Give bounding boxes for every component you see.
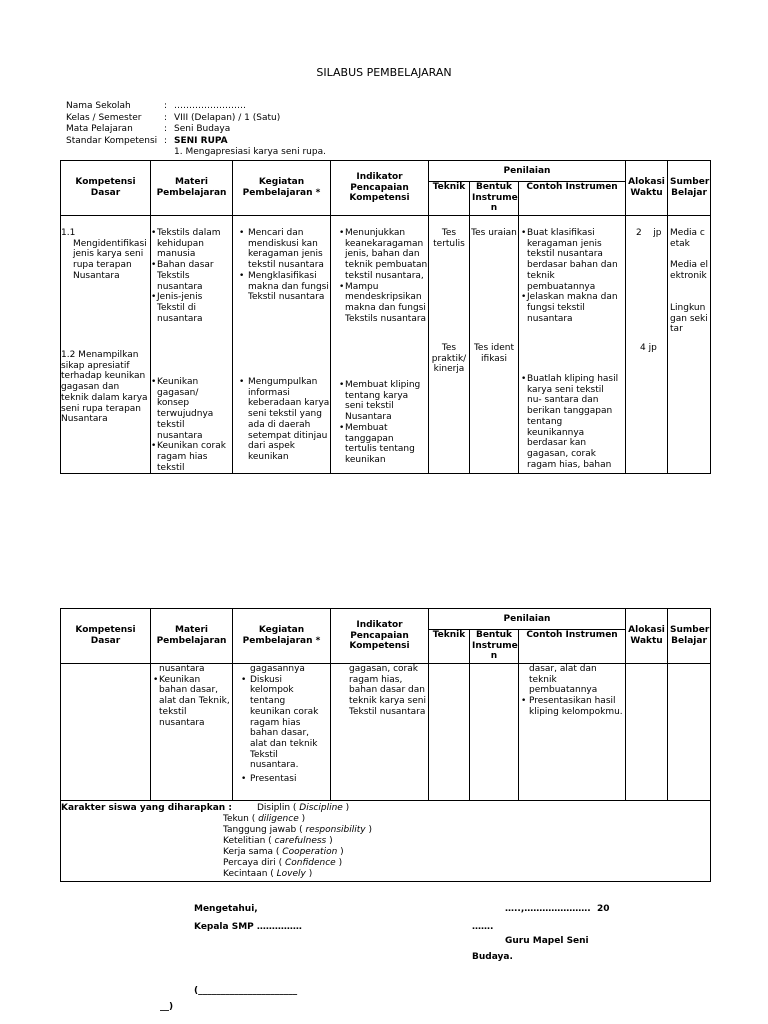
kompetensi-cell — [61, 664, 151, 801]
teknik-cell — [429, 664, 470, 801]
sumber-1: Media cetak — [670, 228, 705, 249]
signature-name-open: (______________________ — [194, 986, 298, 996]
indikator-list-1 — [331, 228, 428, 324]
indikator-cell — [331, 664, 429, 801]
signature-date-cont: ……. — [472, 922, 494, 932]
karakter-en: responsibility — [305, 824, 366, 835]
document-info — [66, 101, 326, 159]
syllabus-table-2 — [60, 608, 711, 882]
list-item: • Tekstils dalam kehidupan manusia — [151, 228, 232, 260]
info-separator: : — [164, 112, 168, 123]
list-item: • Mampu mendeskripsikan makna dan fungsi Tekstils nusantara — [339, 282, 428, 325]
bentuk-2: Tes identifikasi — [473, 343, 515, 364]
sumber-2: Media elektronik — [670, 260, 708, 281]
info-row-standard — [66, 136, 326, 148]
header-alokasi: Alokasi Waktu — [626, 161, 668, 216]
header-contoh: Contoh Instrumen — [519, 182, 626, 216]
karakter-item: Kerja sama ( Cooperation ) — [223, 846, 344, 857]
header-sumber: Sumber Belajar — [668, 161, 711, 216]
info-label: Nama Sekolah — [66, 101, 131, 111]
karakter-id: Tanggung jawab — [223, 824, 297, 835]
karakter-id: Tekun — [223, 814, 249, 824]
list-item: • Menunjukkan keanekaragaman jenis, bahan dan teknik pembuatan tekstil nusantara, — [339, 228, 428, 282]
alokasi-1: 2 jp — [636, 228, 662, 238]
karakter-item: Percaya diri ( Confidence ) — [223, 857, 343, 868]
list-item: • Keunikan gagasan/ konsep terwujudnya tekstil nusantara — [151, 377, 232, 441]
materi-continued: nusantara — [159, 664, 205, 674]
header-penilaian: Penilaian — [429, 609, 626, 630]
contoh-list-1 — [519, 228, 625, 324]
indikator-list-2 — [331, 380, 428, 466]
list-item: • Diskusi kelompok tentang keunikan corak ragam hias bahan dasar, alat dan teknik Tekstil nusantara. — [239, 675, 328, 771]
list-item: • Presentasi — [239, 774, 328, 785]
standard-item: 1. Mengapresiasi karya seni rupa. — [174, 147, 326, 158]
alokasi-2: 4 jp — [640, 343, 657, 353]
header-bentuk: Bentuk Instrume n — [470, 630, 519, 664]
materi-list-1 — [151, 228, 232, 324]
syllabus-table-1 — [60, 160, 711, 474]
kegiatan-list — [235, 675, 328, 785]
karakter-item: Tanggung jawab ( responsibility ) — [223, 824, 372, 835]
header-teknik: Teknik — [429, 182, 470, 216]
header-teknik: Teknik — [429, 630, 470, 664]
list-item: • Keunikan corak ragam hias tekstil — [151, 441, 232, 473]
info-value: …………………… — [174, 101, 246, 111]
signature-date: …..,…………………. 20 — [505, 904, 610, 914]
signature-mengetahui: Mengetahui, — [194, 904, 258, 914]
header-sumber: Sumber Belajar — [668, 609, 711, 664]
info-label: Standar Kompetensi — [66, 135, 158, 146]
indikator-continued: gagasan, corak ragam hias, bahan dasar dan teknik karya seni Tekstil nusantara — [349, 664, 426, 717]
info-row-school — [66, 101, 326, 113]
alokasi-cell — [626, 216, 668, 474]
contoh-continued: dasar, alat dan teknik pembuatannya — [529, 664, 598, 696]
list-item: • Jelaskan makna dan fungsi tekstil nusantara — [521, 292, 621, 324]
bentuk-cell — [470, 216, 519, 474]
info-value: Seni Budaya — [174, 124, 231, 135]
karakter-list — [223, 814, 372, 879]
materi-cell — [151, 216, 233, 474]
karakter-id: Kerja sama — [223, 846, 274, 857]
list-item: • Mengklasifikasi makna dan fungsi Tekstil nusantara — [237, 271, 330, 303]
teknik-2: Tes praktik/ kinerja — [431, 343, 467, 375]
list-item: • Presentasikan hasil kliping kelompokmu. — [521, 696, 623, 717]
contoh-list-2 — [519, 374, 625, 470]
info-row-subject — [66, 124, 326, 136]
contoh-cell — [519, 664, 626, 801]
karakter-id: Disiplin — [257, 803, 291, 813]
list-item: • Membuat kliping tentang karya seni tekstil Nusantara — [339, 380, 428, 423]
info-row-class — [66, 113, 326, 125]
info-value: SENI RUPA — [174, 135, 228, 146]
signature-kepala: Kepala SMP …………… — [194, 922, 302, 932]
sumber-3: Lingkungan sekitar — [670, 303, 708, 335]
header-alokasi: Alokasi Waktu — [626, 609, 668, 664]
header-indikator: Indikator Pencapaian Kompetensi — [331, 161, 429, 216]
page-title: SILABUS PEMBELAJARAN — [316, 66, 452, 79]
signature-guru-cont: Budaya. — [472, 952, 513, 962]
kd-1-2: 1.2 Menampilkan sikap apresiatif terhadap keunikan gagasan dan teknik dalam karya seni rupa terapan Nusantara — [61, 350, 148, 425]
materi-list — [153, 675, 230, 729]
header-kompetensi: Kompetensi Dasar — [61, 161, 151, 216]
karakter-cell — [61, 801, 711, 882]
kegiatan-continued: gagasannya — [250, 664, 305, 674]
list-item: • Keunikan bahan dasar, alat dan Teknik, tekstil nusantara — [153, 675, 230, 729]
info-label: Mata Pelajaran — [66, 124, 133, 135]
teknik-cell — [429, 216, 470, 474]
contoh-list — [521, 696, 623, 717]
info-separator: : — [164, 101, 168, 111]
karakter-item: Kecintaan ( Lovely ) — [223, 868, 313, 879]
kd-1-1: 1.1 Mengidentifikasi jenis karya seni rupa terapan Nusantara — [61, 228, 147, 281]
karakter-en: Discipline — [299, 803, 343, 813]
sumber-cell — [668, 664, 711, 801]
bentuk-1: Tes uraian — [471, 228, 517, 238]
karakter-en: carefulness — [274, 835, 327, 846]
signature-guru: Guru Mapel Seni — [505, 936, 589, 946]
alokasi-cell — [626, 664, 668, 801]
karakter-en: Confidence — [284, 857, 336, 868]
teknik-1: Tes tertulis — [433, 228, 465, 249]
materi-cell — [151, 664, 233, 801]
info-separator: : — [164, 135, 168, 146]
header-materi: Materi Pembelajaran — [151, 161, 233, 216]
karakter-label: Karakter siswa yang diharapkan : — [61, 803, 232, 813]
karakter-en: Cooperation — [282, 846, 338, 857]
list-item: • Bahan dasar Tekstils nusantara — [151, 260, 232, 292]
karakter-item: Disiplin ( Discipline ) — [257, 803, 350, 813]
kegiatan-list-2 — [233, 377, 330, 463]
list-item: • Jenis-jenis Tekstil di nusantara — [151, 292, 232, 324]
info-row-standard-item — [66, 147, 326, 159]
header-kegiatan: Kegiatan Pembelajaran * — [233, 161, 331, 216]
karakter-id: Percaya diri — [223, 857, 276, 868]
sumber-cell — [668, 216, 711, 474]
list-item: • Membuat tanggapan tertulis tentang keunikan — [339, 423, 428, 466]
header-bentuk: Bentuk Instrume n — [470, 182, 519, 216]
materi-list-2 — [151, 377, 232, 473]
header-contoh: Contoh Instrumen — [519, 630, 626, 664]
info-label: Kelas / Semester — [66, 112, 142, 123]
info-separator: : — [164, 124, 168, 135]
header-kompetensi: Kompetensi Dasar — [61, 609, 151, 664]
karakter-en: Lovely — [276, 868, 306, 879]
indikator-cell — [331, 216, 429, 474]
header-materi: Materi Pembelajaran — [151, 609, 233, 664]
kegiatan-cell — [233, 216, 331, 474]
kegiatan-list-1 — [233, 228, 330, 303]
list-item: • Mengumpulkan informasi keberadaan karya seni tekstil yang ada di daerah setempat ditinjau dari aspek keunikan — [237, 377, 330, 463]
header-penilaian: Penilaian — [429, 161, 626, 182]
info-value: VIII (Delapan) / 1 (Satu) — [174, 112, 281, 123]
kegiatan-cell — [233, 664, 331, 801]
karakter-item: Tekun ( diligence ) — [223, 814, 306, 824]
karakter-en: diligence — [258, 814, 299, 824]
karakter-id: Ketelitian — [223, 835, 266, 846]
karakter-item: Ketelitian ( carefulness ) — [223, 835, 333, 846]
signature-name-close: __) — [160, 1002, 174, 1012]
list-item: • Mencari dan mendiskusi kan keragaman jenis tekstil nusantara — [237, 228, 330, 271]
contoh-cell — [519, 216, 626, 474]
list-item: • Buatlah kliping hasil karya seni tekstil nu- santara dan berikan tanggapan tentang keunikannya berdasar kan gagasan, corak ragam hias, bahan — [521, 374, 621, 470]
header-indikator: Indikator Pencapaian Kompetensi — [331, 609, 429, 664]
header-kegiatan: Kegiatan Pembelajaran * — [233, 609, 331, 664]
bentuk-cell — [470, 664, 519, 801]
karakter-id: Kecintaan — [223, 868, 268, 879]
list-item: • Buat klasifikasi keragaman jenis tekstil nusantara berdasar bahan dan teknik pembuatannya — [521, 228, 621, 292]
kompetensi-cell — [61, 216, 151, 474]
